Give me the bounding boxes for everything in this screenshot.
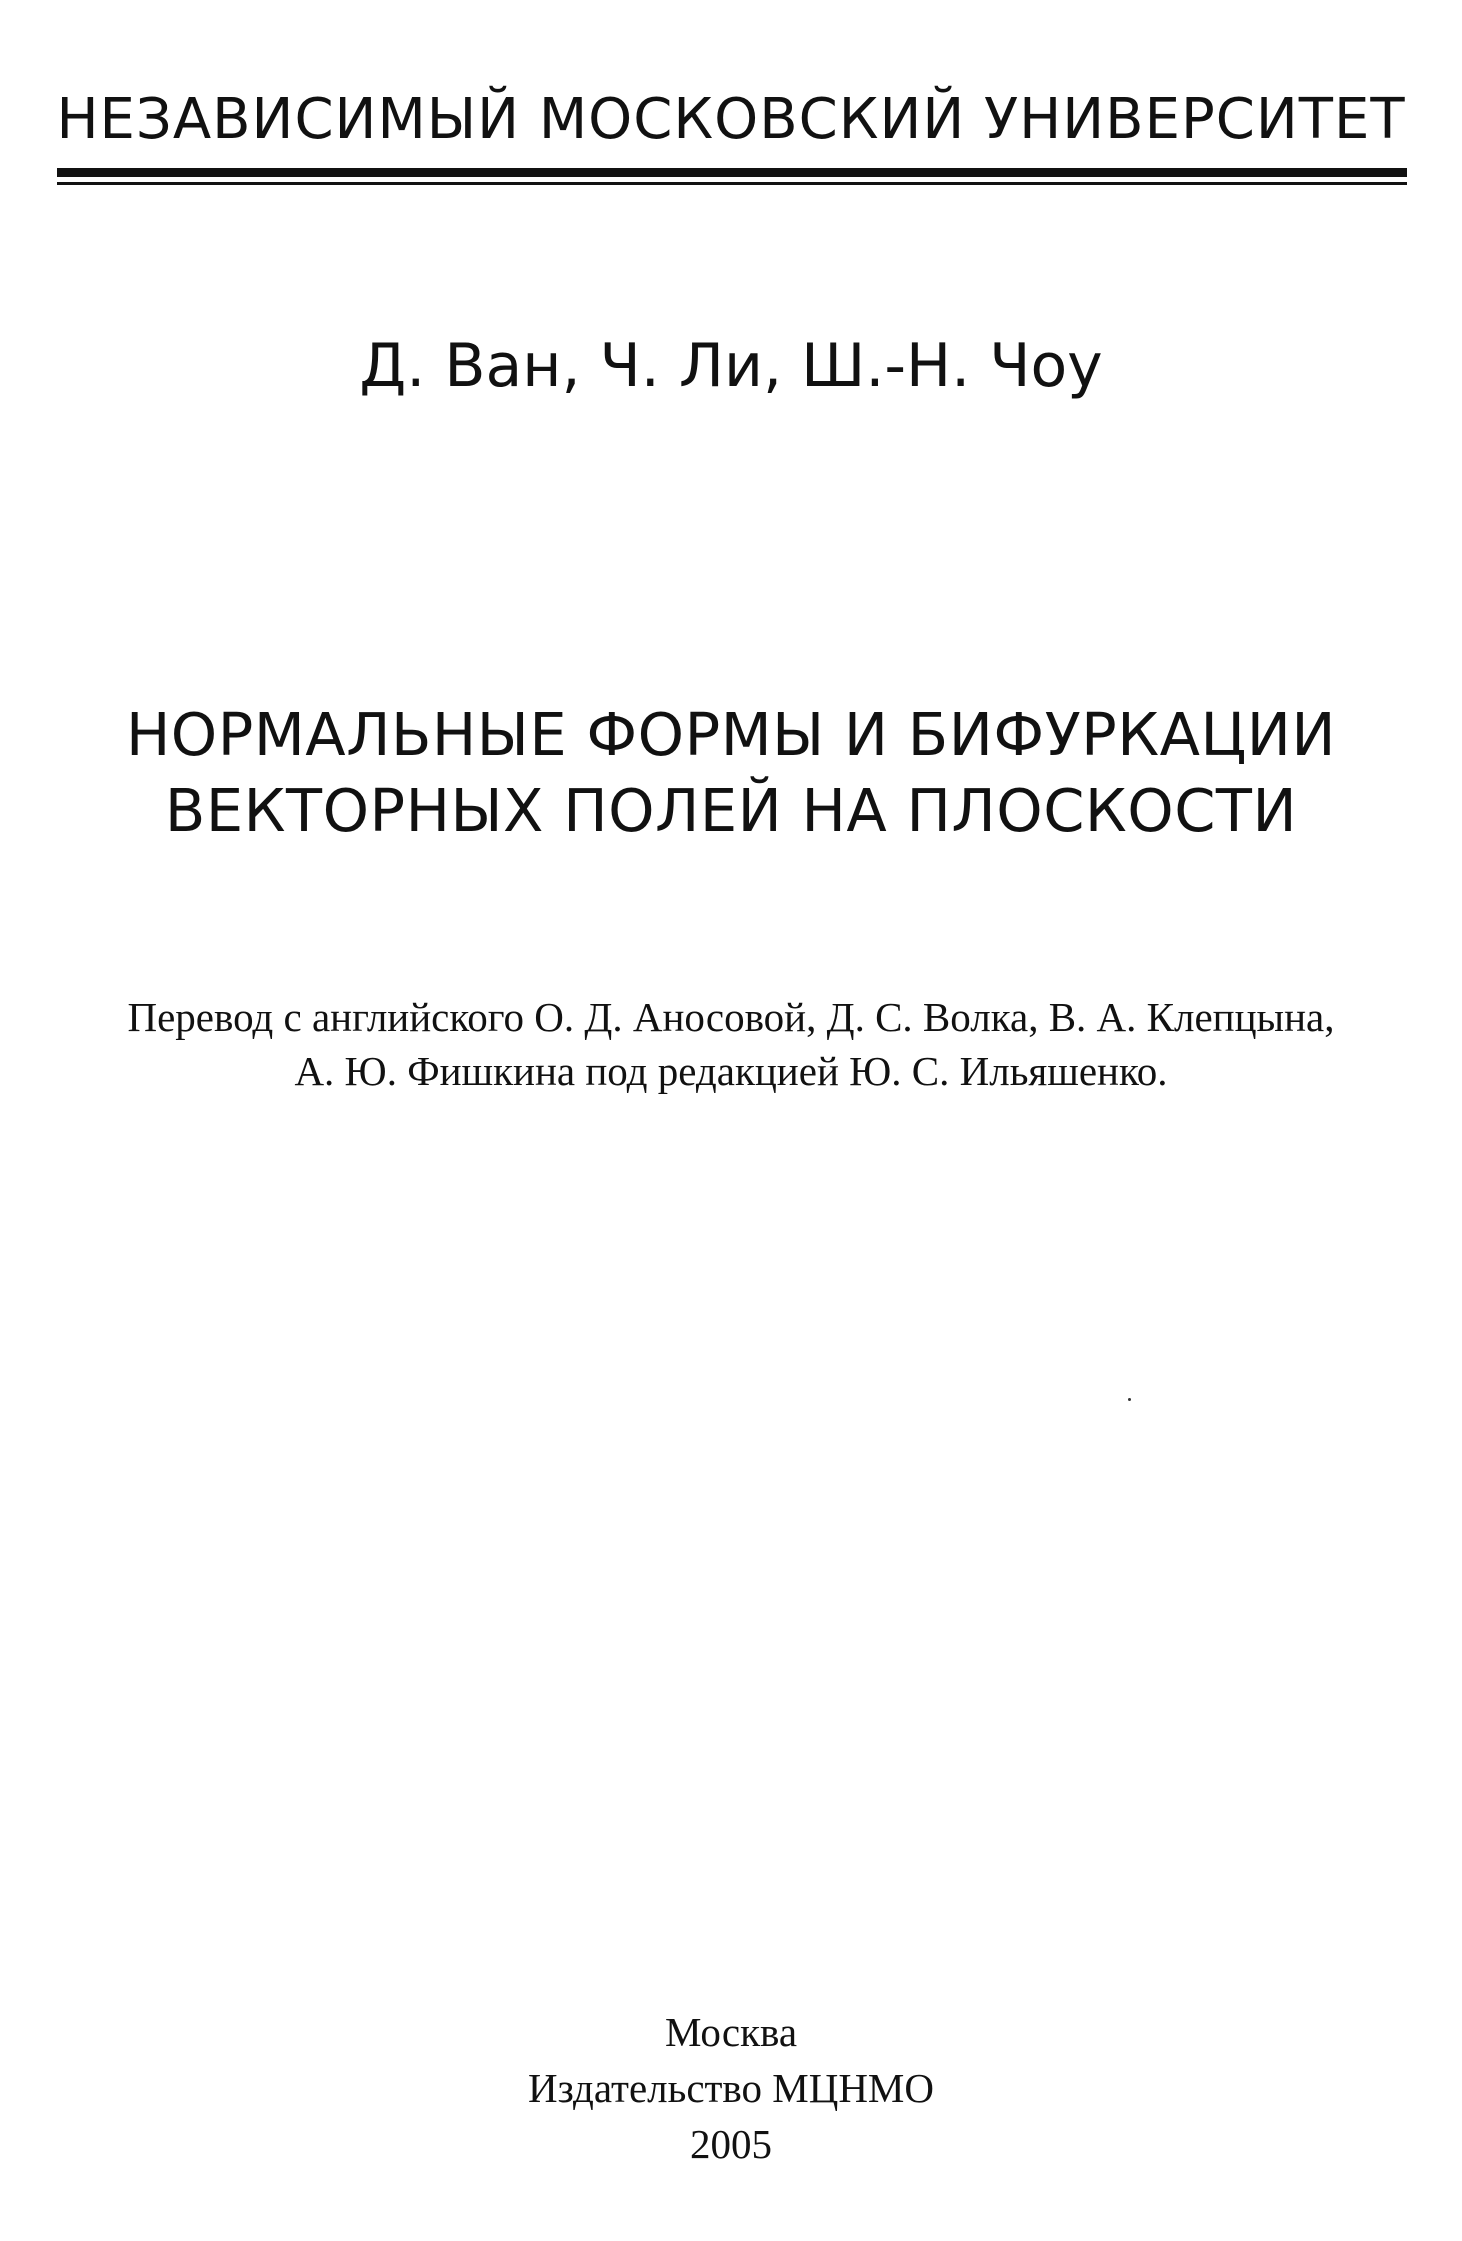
translation-line-2: А. Ю. Фишкина под редакцией Ю. С. Ильяшенко. bbox=[294, 1048, 1168, 1094]
book-title-line-2: ВЕКТОРНЫХ ПОЛЕЙ НА ПЛОСКОСТИ bbox=[164, 776, 1298, 845]
imprint bbox=[0, 2004, 1462, 2172]
institution-header: НЕЗАВИСИМЫЙ МОСКОВСКИЙ УНИВЕРСИТЕТ bbox=[56, 87, 1406, 152]
translation-line-1: Перевод с английского О. Д. Аносовой, Д. С. Волка, В. А. Клепцына, bbox=[127, 994, 1335, 1040]
print-speck bbox=[1128, 1398, 1131, 1401]
imprint-city: Москва bbox=[664, 2009, 798, 2055]
imprint-year: 2005 bbox=[690, 2121, 772, 2167]
book-title-line-1: НОРМАЛЬНЫЕ ФОРМЫ И БИФУРКАЦИИ bbox=[125, 700, 1337, 769]
header-rule-thick bbox=[57, 168, 1407, 177]
header-rule-thin bbox=[57, 182, 1407, 185]
imprint-publisher: Издательство МЦНМО bbox=[527, 2065, 935, 2111]
authors: Д. Ван, Ч. Ли, Ш.-Н. Чоу bbox=[359, 331, 1103, 401]
book-title bbox=[0, 697, 1462, 849]
translation-credits bbox=[0, 990, 1462, 1098]
